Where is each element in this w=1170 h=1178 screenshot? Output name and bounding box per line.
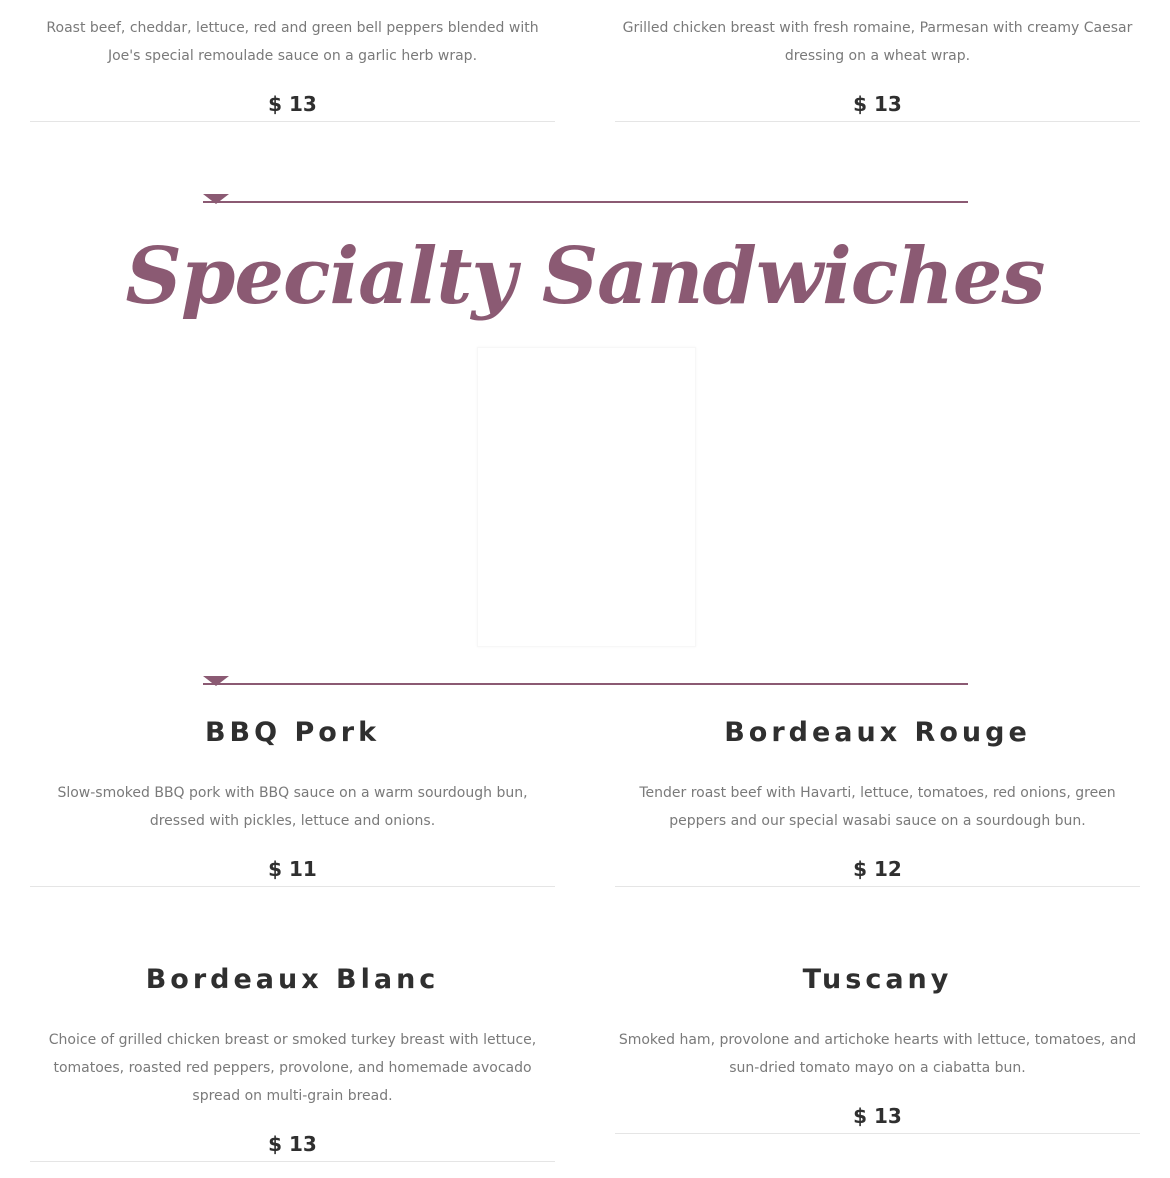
- divider-line: [203, 683, 968, 685]
- item-name: Bordeaux Blanc: [145, 964, 440, 995]
- section-divider-top: [203, 194, 968, 206]
- item-price: $ 13: [853, 92, 902, 116]
- item-description: Choice of grilled chicken breast or smoked turkey breast with lettuce, tomatoes, roasted red peppers, provolone, and homemade avocado spread on multi-grain bread.: [48, 1032, 537, 1104]
- item-divider: [30, 1161, 555, 1162]
- item-price: $ 13: [268, 92, 317, 116]
- item-name: Tuscany: [802, 964, 953, 995]
- item-description: Slow-smoked BBQ pork with BBQ sauce on a warm sourdough bun, dressed with pickles, lettuce and onions.: [57, 785, 528, 829]
- item-price: $ 11: [268, 857, 317, 881]
- item-divider: [615, 886, 1140, 887]
- item-name: Bordeaux Rouge: [724, 717, 1031, 748]
- item-description: Grilled chicken breast with fresh romaine, Parmesan with creamy Caesar dressing on a wheat wrap.: [622, 20, 1133, 64]
- section-image: [477, 347, 696, 647]
- item-divider: [615, 1133, 1140, 1134]
- item-price: $ 12: [853, 857, 902, 881]
- item-description: Smoked ham, provolone and artichoke hearts with lettuce, tomatoes, and sun-dried tomato mayo on a ciabatta bun.: [618, 1032, 1137, 1076]
- item-description: Tender roast beef with Havarti, lettuce, tomatoes, red onions, green peppers and our special wasabi sauce on a sourdough bun.: [639, 785, 1116, 829]
- section-title: Specialty Sandwiches: [125, 231, 1045, 322]
- item-divider: [30, 121, 555, 122]
- item-name: BBQ Pork: [204, 717, 381, 748]
- item-divider: [30, 886, 555, 887]
- divider-line: [203, 201, 968, 203]
- section-divider-bottom: [203, 676, 968, 688]
- item-price: $ 13: [853, 1104, 902, 1128]
- item-price: $ 13: [268, 1132, 317, 1156]
- item-divider: [615, 121, 1140, 122]
- item-description: Roast beef, cheddar, lettuce, red and green bell peppers blended with Joe's special remoulade sauce on a garlic herb wrap.: [46, 20, 539, 64]
